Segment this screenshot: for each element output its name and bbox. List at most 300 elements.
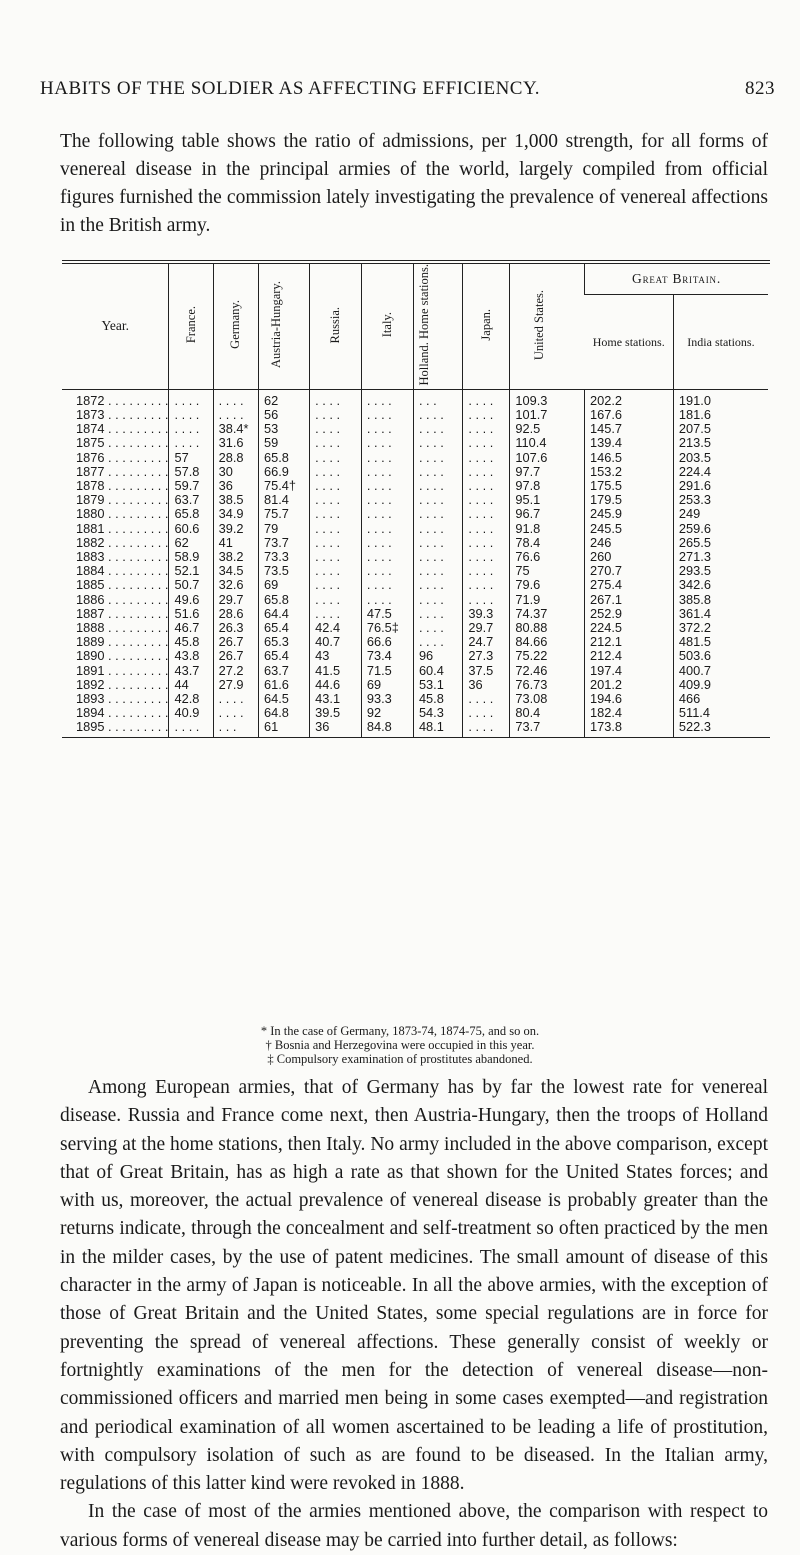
value-cell: 34.5 bbox=[213, 564, 258, 578]
value-cell: . . . . bbox=[361, 578, 413, 592]
year-cell: 1881 . . . . . . . . . bbox=[76, 520, 169, 536]
value-cell: 54.3 bbox=[413, 706, 462, 720]
value-cell: 66.9 bbox=[259, 465, 310, 479]
value-cell: 73.5 bbox=[259, 564, 310, 578]
value-cell: . . . . bbox=[310, 422, 362, 436]
year-cell: 1875 . . . . . . . . . bbox=[76, 435, 169, 451]
value-cell: . . . . bbox=[361, 408, 413, 422]
table-row bbox=[62, 635, 768, 649]
value-cell: . . . . bbox=[463, 465, 510, 479]
value-cell: . . . . bbox=[310, 451, 362, 465]
value-cell: 44.6 bbox=[310, 678, 362, 692]
value-cell: 39.3 bbox=[463, 607, 510, 621]
russia-header: Russia. bbox=[310, 264, 362, 389]
value-cell: 76.73 bbox=[510, 678, 585, 692]
value-cell: . . . . bbox=[310, 550, 362, 564]
value-cell: . . . . bbox=[361, 436, 413, 450]
value-cell: . . . . bbox=[413, 408, 462, 422]
value-cell: . . . . bbox=[361, 507, 413, 521]
value-cell: 61 bbox=[259, 720, 310, 736]
value-cell: . . . . bbox=[413, 564, 462, 578]
value-cell: 194.6 bbox=[585, 692, 674, 706]
value-cell: . . . . bbox=[413, 522, 462, 536]
value-cell: 92.5 bbox=[510, 422, 585, 436]
year-cell: 1891 . . . . . . . . . bbox=[76, 662, 169, 678]
value-cell: 32.6 bbox=[213, 578, 258, 592]
value-cell: . . . . bbox=[463, 536, 510, 550]
value-cell: 71.5 bbox=[361, 664, 413, 678]
value-cell: 75.7 bbox=[259, 507, 310, 521]
value-cell: . . . . bbox=[413, 550, 462, 564]
value-cell: 45.8 bbox=[169, 635, 213, 649]
value-cell: 40.9 bbox=[169, 706, 213, 720]
value-cell: 80.4 bbox=[510, 706, 585, 720]
value-cell: . . . . bbox=[169, 720, 213, 736]
year-cell: 1874 . . . . . . . . . bbox=[76, 421, 169, 437]
year-cell: 1895 . . . . . . . . . bbox=[76, 719, 169, 735]
value-cell: 361.4 bbox=[673, 607, 768, 621]
value-cell: . . . . bbox=[310, 493, 362, 507]
table-row bbox=[62, 451, 768, 465]
value-cell: 27.9 bbox=[213, 678, 258, 692]
value-cell: 110.4 bbox=[510, 436, 585, 450]
table-row bbox=[62, 389, 768, 408]
value-cell: 24.7 bbox=[463, 635, 510, 649]
value-cell: 267.1 bbox=[585, 593, 674, 607]
year-cell: 1892 . . . . . . . . . bbox=[76, 676, 169, 692]
holland-header: Holland. Home stations. bbox=[413, 264, 462, 389]
value-cell: . . . . bbox=[413, 536, 462, 550]
table-row bbox=[62, 593, 768, 607]
value-cell: . . . . bbox=[463, 493, 510, 507]
value-cell: 291.6 bbox=[673, 479, 768, 493]
value-cell: . . . . bbox=[361, 550, 413, 564]
value-cell: 39.2 bbox=[213, 522, 258, 536]
value-cell: 207.5 bbox=[673, 422, 768, 436]
value-cell: 245.5 bbox=[585, 522, 674, 536]
value-cell: 175.5 bbox=[585, 479, 674, 493]
value-cell: . . . . bbox=[463, 522, 510, 536]
value-cell: 31.6 bbox=[213, 436, 258, 450]
value-cell: 79.6 bbox=[510, 578, 585, 592]
value-cell: 145.7 bbox=[585, 422, 674, 436]
value-cell: . . . . bbox=[413, 436, 462, 450]
united-states-header: United States. bbox=[510, 264, 585, 389]
value-cell: 275.4 bbox=[585, 578, 674, 592]
table-row bbox=[62, 678, 768, 692]
table-footnotes bbox=[0, 1024, 800, 1066]
value-cell: . . . bbox=[413, 389, 462, 408]
value-cell: 191.0 bbox=[673, 389, 768, 408]
year-cell: 1877 . . . . . . . . . bbox=[76, 463, 169, 479]
value-cell: . . . . bbox=[361, 522, 413, 536]
value-cell: 43 bbox=[310, 649, 362, 663]
value-cell: 107.6 bbox=[510, 451, 585, 465]
value-cell: 245.9 bbox=[585, 507, 674, 521]
value-cell: 38.4* bbox=[213, 422, 258, 436]
great-britain-header: Great Britain. bbox=[585, 264, 768, 295]
table-body bbox=[62, 389, 768, 736]
gb-india-stations-header: India stations. bbox=[673, 295, 768, 390]
table-row bbox=[62, 493, 768, 507]
value-cell: 65.4 bbox=[259, 621, 310, 635]
value-cell: 97.8 bbox=[510, 479, 585, 493]
value-cell: . . . . bbox=[413, 451, 462, 465]
value-cell: 342.6 bbox=[673, 578, 768, 592]
year-cell: 1872 . . . . . . . . . bbox=[76, 392, 169, 408]
value-cell: . . . . bbox=[310, 536, 362, 550]
value-cell: . . . . bbox=[361, 465, 413, 479]
value-cell: . . . . bbox=[310, 408, 362, 422]
paragraph-comparison: Among European armies, that of Germany has by far the lowest rate for venereal disease. Russia and France come next, then Austria-Hungary, then the troops of Holland serving at the home stations, then Italy. No army included in the above comparison, except that of Great Britain, has as high a rate as that shown for the United States forces; and with us, moreover, the actual prevalence of venereal disease is probably greater than the returns indicate, through the concealment and self-treatment so often practiced by the men in the milder cases, by the use of patent medicines. The small amount of disease of this character in the army of Japan is noticeable. In all the above armies, with the exception of those of Great Britain and the United States, some special regulations are in force for preventing the spread of venereal affections. These generally consist of weekly or fortnightly examinations of the men for the detection of venereal disease—non-commissioned officers and married men being in some cases exempted—and registration and periodical examination of all women ascertained to be leading a life of prostitution, with compulsory isolation of such as are found to be diseased. In the Italian army, regulations of this latter kind were revoked in 1888. bbox=[60, 1077, 768, 1495]
value-cell: 65.3 bbox=[259, 635, 310, 649]
value-cell: . . . . bbox=[413, 593, 462, 607]
value-cell: 69 bbox=[361, 678, 413, 692]
value-cell: 153.2 bbox=[585, 465, 674, 479]
value-cell: . . . . bbox=[169, 436, 213, 450]
value-cell: . . . . bbox=[463, 578, 510, 592]
value-cell: 212.4 bbox=[585, 649, 674, 663]
value-cell: . . . . bbox=[463, 507, 510, 521]
value-cell: 84.66 bbox=[510, 635, 585, 649]
value-cell: 43.1 bbox=[310, 692, 362, 706]
table-row bbox=[62, 465, 768, 479]
value-cell: 481.5 bbox=[673, 635, 768, 649]
austria-hungary-header: Austria-Hungary. bbox=[259, 264, 310, 389]
value-cell: 73.08 bbox=[510, 692, 585, 706]
table-row bbox=[62, 536, 768, 550]
value-cell: 213.5 bbox=[673, 436, 768, 450]
value-cell: 101.7 bbox=[510, 408, 585, 422]
gb-home-stations-header: Home stations. bbox=[585, 295, 674, 390]
value-cell: 44 bbox=[169, 678, 213, 692]
table-row bbox=[62, 408, 768, 422]
value-cell: 167.6 bbox=[585, 408, 674, 422]
value-cell: . . . . bbox=[413, 422, 462, 436]
value-cell: . . . . bbox=[169, 389, 213, 408]
value-cell: . . . . bbox=[463, 550, 510, 564]
value-cell: 75.22 bbox=[510, 649, 585, 663]
year-cell: 1878 . . . . . . . . . bbox=[76, 477, 169, 493]
year-cell: 1886 . . . . . . . . . bbox=[76, 591, 169, 607]
value-cell: 36 bbox=[463, 678, 510, 692]
table-row bbox=[62, 649, 768, 663]
table-row bbox=[62, 578, 768, 592]
value-cell: 73.3 bbox=[259, 550, 310, 564]
value-cell: 271.3 bbox=[673, 550, 768, 564]
value-cell: . . . . bbox=[213, 408, 258, 422]
value-cell: . . . . bbox=[361, 493, 413, 507]
value-cell: . . . . bbox=[413, 578, 462, 592]
table-row bbox=[62, 621, 768, 635]
footnote-germany: * In the case of Germany, 1873-74, 1874-75, and so on. bbox=[260, 1024, 540, 1038]
value-cell: 78.4 bbox=[510, 536, 585, 550]
value-cell: . . . . bbox=[463, 389, 510, 408]
france-header: France. bbox=[169, 264, 213, 389]
value-cell: 48.1 bbox=[413, 720, 462, 736]
value-cell: . . . . bbox=[361, 389, 413, 408]
value-cell: . . . . bbox=[463, 479, 510, 493]
value-cell: 97.7 bbox=[510, 465, 585, 479]
value-cell: . . . . bbox=[463, 593, 510, 607]
value-cell: 246 bbox=[585, 536, 674, 550]
value-cell: 66.6 bbox=[361, 635, 413, 649]
year-cell: 1888 . . . . . . . . . bbox=[76, 619, 169, 635]
year-cell: 1889 . . . . . . . . . bbox=[76, 634, 169, 650]
value-cell: . . . . bbox=[463, 720, 510, 736]
value-cell: 63.7 bbox=[169, 493, 213, 507]
value-cell: . . . . bbox=[213, 706, 258, 720]
year-cell: 1893 . . . . . . . . . bbox=[76, 690, 169, 706]
table-row bbox=[62, 607, 768, 621]
value-cell: 95.1 bbox=[510, 493, 585, 507]
value-cell: 260 bbox=[585, 550, 674, 564]
value-cell: . . . . bbox=[413, 493, 462, 507]
value-cell: 42.4 bbox=[310, 621, 362, 635]
value-cell: 57.8 bbox=[169, 465, 213, 479]
year-header: Year. bbox=[62, 264, 169, 389]
paragraph-further-detail: In the case of most of the armies mentioned above, the comparison with respect to various forms of venereal disease may be carried into further detail, as follows: bbox=[60, 1501, 768, 1551]
year-cell: 1873 . . . . . . . . . bbox=[76, 406, 169, 422]
value-cell: 58.9 bbox=[169, 550, 213, 564]
value-cell: . . . . bbox=[310, 436, 362, 450]
italy-header: Italy. bbox=[361, 264, 413, 389]
value-cell: . . . . bbox=[361, 564, 413, 578]
value-cell: . . . bbox=[213, 720, 258, 736]
value-cell: 62 bbox=[169, 536, 213, 550]
value-cell: . . . . bbox=[463, 564, 510, 578]
value-cell: 265.5 bbox=[673, 536, 768, 550]
value-cell: . . . . bbox=[463, 706, 510, 720]
value-cell: 76.6 bbox=[510, 550, 585, 564]
table-row bbox=[62, 522, 768, 536]
value-cell: 181.6 bbox=[673, 408, 768, 422]
value-cell: . . . . bbox=[361, 479, 413, 493]
value-cell: 36 bbox=[310, 720, 362, 736]
value-cell: 201.2 bbox=[585, 678, 674, 692]
value-cell: 372.2 bbox=[673, 621, 768, 635]
value-cell: 46.7 bbox=[169, 621, 213, 635]
value-cell: 91.8 bbox=[510, 522, 585, 536]
table-row bbox=[62, 706, 768, 720]
value-cell: 139.4 bbox=[585, 436, 674, 450]
value-cell: 212.1 bbox=[585, 635, 674, 649]
year-cell: 1876 . . . . . . . . . bbox=[76, 449, 169, 465]
value-cell: 53 bbox=[259, 422, 310, 436]
value-cell: 270.7 bbox=[585, 564, 674, 578]
value-cell: . . . . bbox=[310, 465, 362, 479]
value-cell: 34.9 bbox=[213, 507, 258, 521]
value-cell: 63.7 bbox=[259, 664, 310, 678]
value-cell: 39.5 bbox=[310, 706, 362, 720]
table-row bbox=[62, 550, 768, 564]
value-cell: 57 bbox=[169, 451, 213, 465]
value-cell: 179.5 bbox=[585, 493, 674, 507]
value-cell: 64.8 bbox=[259, 706, 310, 720]
value-cell: 224.5 bbox=[585, 621, 674, 635]
value-cell: 409.9 bbox=[673, 678, 768, 692]
value-cell: 53.1 bbox=[413, 678, 462, 692]
value-cell: 36 bbox=[213, 479, 258, 493]
year-cell: 1879 . . . . . . . . . bbox=[76, 492, 169, 508]
value-cell: 503.6 bbox=[673, 649, 768, 663]
value-cell: 522.3 bbox=[673, 720, 768, 736]
table-row bbox=[62, 422, 768, 436]
value-cell: 49.6 bbox=[169, 593, 213, 607]
value-cell: 60.4 bbox=[413, 664, 462, 678]
value-cell: 59 bbox=[259, 436, 310, 450]
venereal-disease-table bbox=[62, 260, 770, 738]
value-cell: 26.7 bbox=[213, 649, 258, 663]
intro-paragraph: The following table shows the ratio of admissions, per 1,000 strength, for all forms of venereal disease in the principal armies of the world, largely compiled from official figures furnished the commission lately investigating the prevalence of venereal affections in the British army. bbox=[60, 131, 768, 236]
value-cell: . . . . bbox=[463, 436, 510, 450]
value-cell: 59.7 bbox=[169, 479, 213, 493]
value-cell: 73.7 bbox=[259, 536, 310, 550]
year-cell: 1882 . . . . . . . . . bbox=[76, 534, 169, 550]
value-cell: 385.8 bbox=[673, 593, 768, 607]
value-cell: . . . . bbox=[213, 692, 258, 706]
value-cell: . . . . bbox=[413, 607, 462, 621]
value-cell: 30 bbox=[213, 465, 258, 479]
year-cell: 1880 . . . . . . . . . bbox=[76, 506, 169, 522]
value-cell: . . . . bbox=[310, 479, 362, 493]
value-cell: 84.8 bbox=[361, 720, 413, 736]
footnote-bosnia: † Bosnia and Herzegovina were occupied in this year. bbox=[265, 1038, 535, 1052]
value-cell: 65.8 bbox=[259, 451, 310, 465]
value-cell: 71.9 bbox=[510, 593, 585, 607]
value-cell: 72.46 bbox=[510, 664, 585, 678]
value-cell: 224.4 bbox=[673, 465, 768, 479]
value-cell: . . . . bbox=[310, 578, 362, 592]
value-cell: 51.6 bbox=[169, 607, 213, 621]
value-cell: 41.5 bbox=[310, 664, 362, 678]
value-cell: . . . . bbox=[310, 507, 362, 521]
value-cell: 466 bbox=[673, 692, 768, 706]
value-cell: 45.8 bbox=[413, 692, 462, 706]
value-cell: . . . . bbox=[213, 389, 258, 408]
value-cell: . . . . bbox=[310, 522, 362, 536]
value-cell: 96 bbox=[413, 649, 462, 663]
table-row bbox=[62, 507, 768, 521]
value-cell: 203.5 bbox=[673, 451, 768, 465]
value-cell: 65.8 bbox=[169, 507, 213, 521]
table-row bbox=[62, 664, 768, 678]
japan-header: Japan. bbox=[463, 264, 510, 389]
table-row bbox=[62, 436, 768, 450]
value-cell: . . . . bbox=[310, 593, 362, 607]
year-cell: 1894 . . . . . . . . . bbox=[76, 705, 169, 721]
value-cell: . . . . bbox=[310, 564, 362, 578]
value-cell: 38.2 bbox=[213, 550, 258, 564]
value-cell: 38.5 bbox=[213, 493, 258, 507]
value-cell: . . . . bbox=[310, 607, 362, 621]
value-cell: 37.5 bbox=[463, 664, 510, 678]
year-cell: 1884 . . . . . . . . . bbox=[76, 563, 169, 579]
value-cell: . . . . bbox=[413, 621, 462, 635]
value-cell: . . . . bbox=[310, 389, 362, 408]
table-row bbox=[62, 564, 768, 578]
value-cell: 96.7 bbox=[510, 507, 585, 521]
value-cell: 182.4 bbox=[585, 706, 674, 720]
value-cell: 42.8 bbox=[169, 692, 213, 706]
value-cell: 293.5 bbox=[673, 564, 768, 578]
value-cell: 109.3 bbox=[510, 389, 585, 408]
value-cell: . . . . bbox=[361, 422, 413, 436]
value-cell: 64.5 bbox=[259, 692, 310, 706]
value-cell: . . . . bbox=[413, 635, 462, 649]
value-cell: 79 bbox=[259, 522, 310, 536]
value-cell: 43.8 bbox=[169, 649, 213, 663]
value-cell: 197.4 bbox=[585, 664, 674, 678]
value-cell: 64.4 bbox=[259, 607, 310, 621]
value-cell: 202.2 bbox=[585, 389, 674, 408]
value-cell: . . . . bbox=[413, 507, 462, 521]
value-cell: . . . . bbox=[463, 692, 510, 706]
value-cell: . . . . bbox=[361, 536, 413, 550]
value-cell: 40.7 bbox=[310, 635, 362, 649]
value-cell: . . . . bbox=[169, 422, 213, 436]
value-cell: 259.6 bbox=[673, 522, 768, 536]
value-cell: 28.8 bbox=[213, 451, 258, 465]
value-cell: . . . . bbox=[413, 479, 462, 493]
year-cell: 1890 . . . . . . . . . bbox=[76, 648, 169, 664]
value-cell: . . . . bbox=[463, 451, 510, 465]
value-cell: 29.7 bbox=[213, 593, 258, 607]
page-number: 823 bbox=[745, 78, 775, 99]
value-cell: 76.5‡ bbox=[361, 621, 413, 635]
value-cell: 173.8 bbox=[585, 720, 674, 736]
value-cell: 50.7 bbox=[169, 578, 213, 592]
value-cell: 52.1 bbox=[169, 564, 213, 578]
table-row bbox=[62, 692, 768, 706]
value-cell: 253.3 bbox=[673, 493, 768, 507]
value-cell: 69 bbox=[259, 578, 310, 592]
value-cell: 81.4 bbox=[259, 493, 310, 507]
value-cell: 56 bbox=[259, 408, 310, 422]
value-cell: . . . . bbox=[361, 451, 413, 465]
body-text bbox=[60, 1074, 768, 1555]
value-cell: 61.6 bbox=[259, 678, 310, 692]
value-cell: 43.7 bbox=[169, 664, 213, 678]
year-cell: 1887 . . . . . . . . . bbox=[76, 605, 169, 621]
value-cell: 73.7 bbox=[510, 720, 585, 736]
value-cell: 62 bbox=[259, 389, 310, 408]
value-cell: 60.6 bbox=[169, 522, 213, 536]
value-cell: 73.4 bbox=[361, 649, 413, 663]
value-cell: 511.4 bbox=[673, 706, 768, 720]
value-cell: 400.7 bbox=[673, 664, 768, 678]
value-cell: 74.37 bbox=[510, 607, 585, 621]
value-cell: 65.4 bbox=[259, 649, 310, 663]
value-cell: 26.3 bbox=[213, 621, 258, 635]
germany-header: Germany. bbox=[213, 264, 258, 389]
running-head-title: HABITS OF THE SOLDIER AS AFFECTING EFFICIENCY. bbox=[40, 78, 541, 99]
value-cell: 252.9 bbox=[585, 607, 674, 621]
value-cell: 27.2 bbox=[213, 664, 258, 678]
table-row bbox=[62, 479, 768, 493]
footnote-italy: ‡ Compulsory examination of prostitutes abandoned. bbox=[267, 1052, 533, 1066]
value-cell: 65.8 bbox=[259, 593, 310, 607]
value-cell: 146.5 bbox=[585, 451, 674, 465]
value-cell: 47.5 bbox=[361, 607, 413, 621]
table-row bbox=[62, 720, 768, 736]
value-cell: 249 bbox=[673, 507, 768, 521]
value-cell: . . . . bbox=[413, 465, 462, 479]
value-cell: 75 bbox=[510, 564, 585, 578]
value-cell: 41 bbox=[213, 536, 258, 550]
value-cell: 28.6 bbox=[213, 607, 258, 621]
value-cell: 27.3 bbox=[463, 649, 510, 663]
